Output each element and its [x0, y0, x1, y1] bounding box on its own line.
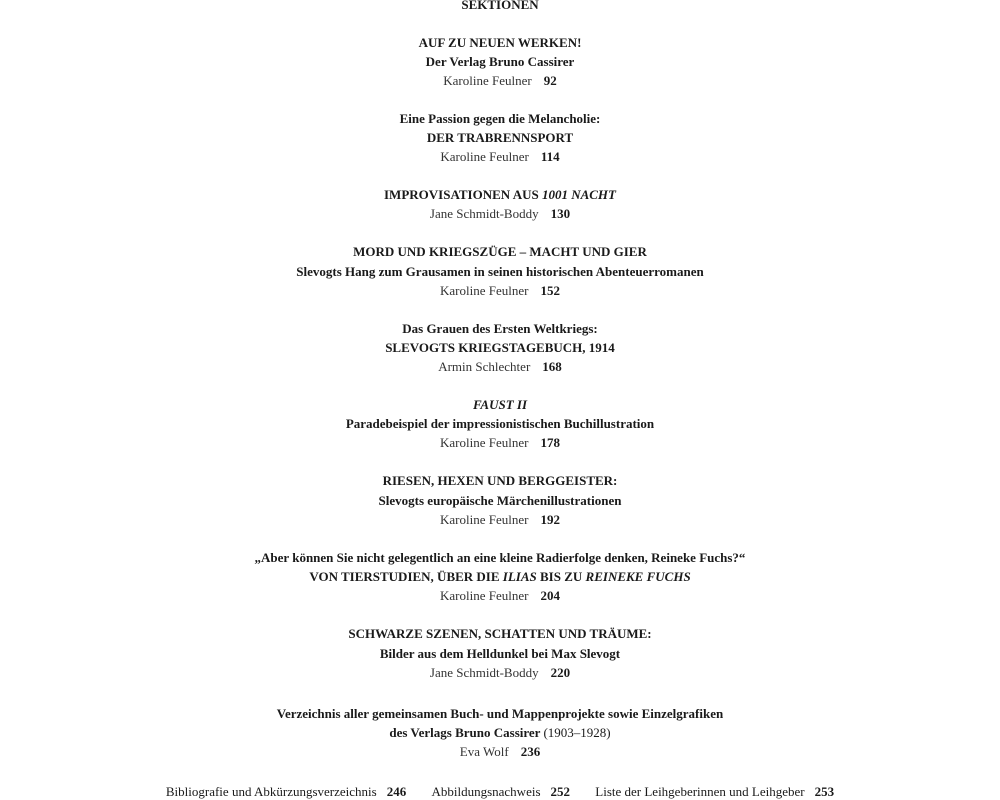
- toc-entry-page[interactable]: 114: [540, 149, 560, 164]
- toc-entry-title: Eine Passion gegen die Melancholie:: [399, 111, 601, 126]
- toc-entry-title: Das Grauen des Ersten Weltkriegs:: [402, 321, 598, 336]
- toc-entry-subtitle: Der Verlag Bruno Cassirer: [425, 54, 575, 69]
- footer-item-page: 253: [814, 784, 835, 799]
- toc-entry-subtitle-italic: ILIAS: [502, 569, 537, 584]
- toc-entry-author: Karoline Feulner: [443, 73, 532, 88]
- footer-item-label: Liste der Leihgeberinnen und Leihgeber: [595, 784, 805, 799]
- toc-entry-subtitle-text: BIS ZU: [536, 569, 586, 584]
- toc-entry-subtitle-text: des Verlags Bruno Cassirer: [389, 725, 544, 740]
- toc-entry-page[interactable]: 220: [550, 665, 571, 680]
- toc-entry-byline: [0, 512, 1000, 528]
- toc-entry-author: Karoline Feulner: [440, 435, 529, 450]
- footer-item-bibliography[interactable]: [166, 784, 406, 800]
- toc-entry-subtitle: [0, 569, 1000, 585]
- footer-item-page: 246: [386, 784, 407, 799]
- toc-entry-author: Karoline Feulner: [440, 149, 529, 164]
- toc-entry-byline: [0, 359, 1000, 375]
- toc-entry-subtitle: DER TRABRENNSPORT: [426, 130, 574, 145]
- toc-entry-page[interactable]: 92: [543, 73, 557, 88]
- footer-item-label: Bibliografie und Abkürzungsverzeichnis: [165, 784, 377, 799]
- toc-entry-page[interactable]: 192: [540, 512, 560, 527]
- toc-entry-byline: [0, 588, 1000, 604]
- toc-entry-title: SCHWARZE SZENEN, SCHATTEN UND TRÄUME:: [348, 626, 652, 641]
- footer-item-illustrations[interactable]: [431, 784, 570, 800]
- toc-entry-byline: [0, 665, 1000, 681]
- toc-entry-subtitle: Bilder aus dem Helldunkel bei Max Slevogt: [379, 646, 621, 661]
- toc-entry-byline: [0, 206, 1000, 222]
- toc-entry-title-italic: FAUST II: [472, 397, 528, 412]
- toc-entry-title-italic: 1001 NACHT: [541, 187, 616, 202]
- toc-entry-byline: [0, 435, 1000, 451]
- toc-entry-title: Verzeichnis aller gemeinsamen Buch- und Mappenprojekte sowie Einzelgrafiken: [276, 706, 724, 721]
- toc-entry-page[interactable]: 152: [540, 283, 560, 298]
- toc-footer: [0, 784, 1000, 800]
- section-heading: SEKTIONEN: [461, 0, 539, 12]
- footer-item-page: 252: [550, 784, 571, 799]
- toc-entry-title: [0, 187, 1000, 203]
- toc-entry-page[interactable]: 130: [550, 206, 571, 221]
- toc-entry-title-text: IMPROVISATIONEN AUS: [384, 187, 542, 202]
- toc-entry-subtitle-text: VON TIERSTUDIEN, ÜBER DIE: [309, 569, 503, 584]
- toc-entry-byline: [0, 73, 1000, 89]
- toc-entry-byline: [0, 283, 1000, 299]
- toc-entry-author: Karoline Feulner: [440, 283, 529, 298]
- toc-entry-page[interactable]: 204: [540, 588, 560, 603]
- toc-entry-author: Karoline Feulner: [440, 512, 529, 527]
- toc-entry-title: MORD UND KRIEGSZÜGE – MACHT UND GIER: [353, 244, 647, 259]
- toc-entry-author: Jane Schmidt-Boddy: [429, 206, 539, 221]
- toc-entry-page[interactable]: 236: [520, 744, 541, 759]
- toc-entry-title: RIESEN, HEXEN UND BERGGEISTER:: [382, 473, 618, 488]
- toc-entry-byline: [0, 149, 1000, 165]
- toc-entry-page[interactable]: 178: [540, 435, 560, 450]
- footer-item-label: Abbildungsnachweis: [431, 784, 541, 799]
- toc-entry-subtitle-years: (1903–1928): [543, 725, 611, 740]
- toc-entry-title: „Aber können Sie nicht gelegentlich an eine kleine Radierfolge denken, Reineke Fuchs?“: [254, 550, 746, 565]
- toc-entry-subtitle-italic: REINEKE FUCHS: [585, 569, 691, 584]
- toc-entry-subtitle: [0, 725, 1000, 741]
- toc-entry-page[interactable]: 168: [542, 359, 562, 374]
- toc-entry-author: Eva Wolf: [459, 744, 509, 759]
- toc-entry-author: Jane Schmidt-Boddy: [429, 665, 539, 680]
- toc-entry-title: AUF ZU NEUEN WERKEN!: [418, 35, 582, 50]
- toc-entry-subtitle: SLEVOGTS KRIEGSTAGEBUCH, 1914: [385, 340, 615, 355]
- toc-entry-title: [0, 397, 1000, 413]
- toc-entry-subtitle: Paradebeispiel der impressionistischen Buchillustration: [345, 416, 655, 431]
- toc-entry-author: Armin Schlechter: [438, 359, 531, 374]
- toc-entry-subtitle: Slevogts Hang zum Grausamen in seinen historischen Abenteuerromanen: [296, 264, 704, 279]
- toc-entry-subtitle: Slevogts europäische Märchenillustrationen: [378, 493, 622, 508]
- footer-item-lenders[interactable]: [595, 784, 834, 800]
- toc-entry-author: Karoline Feulner: [440, 588, 529, 603]
- toc-entry-byline: [0, 744, 1000, 760]
